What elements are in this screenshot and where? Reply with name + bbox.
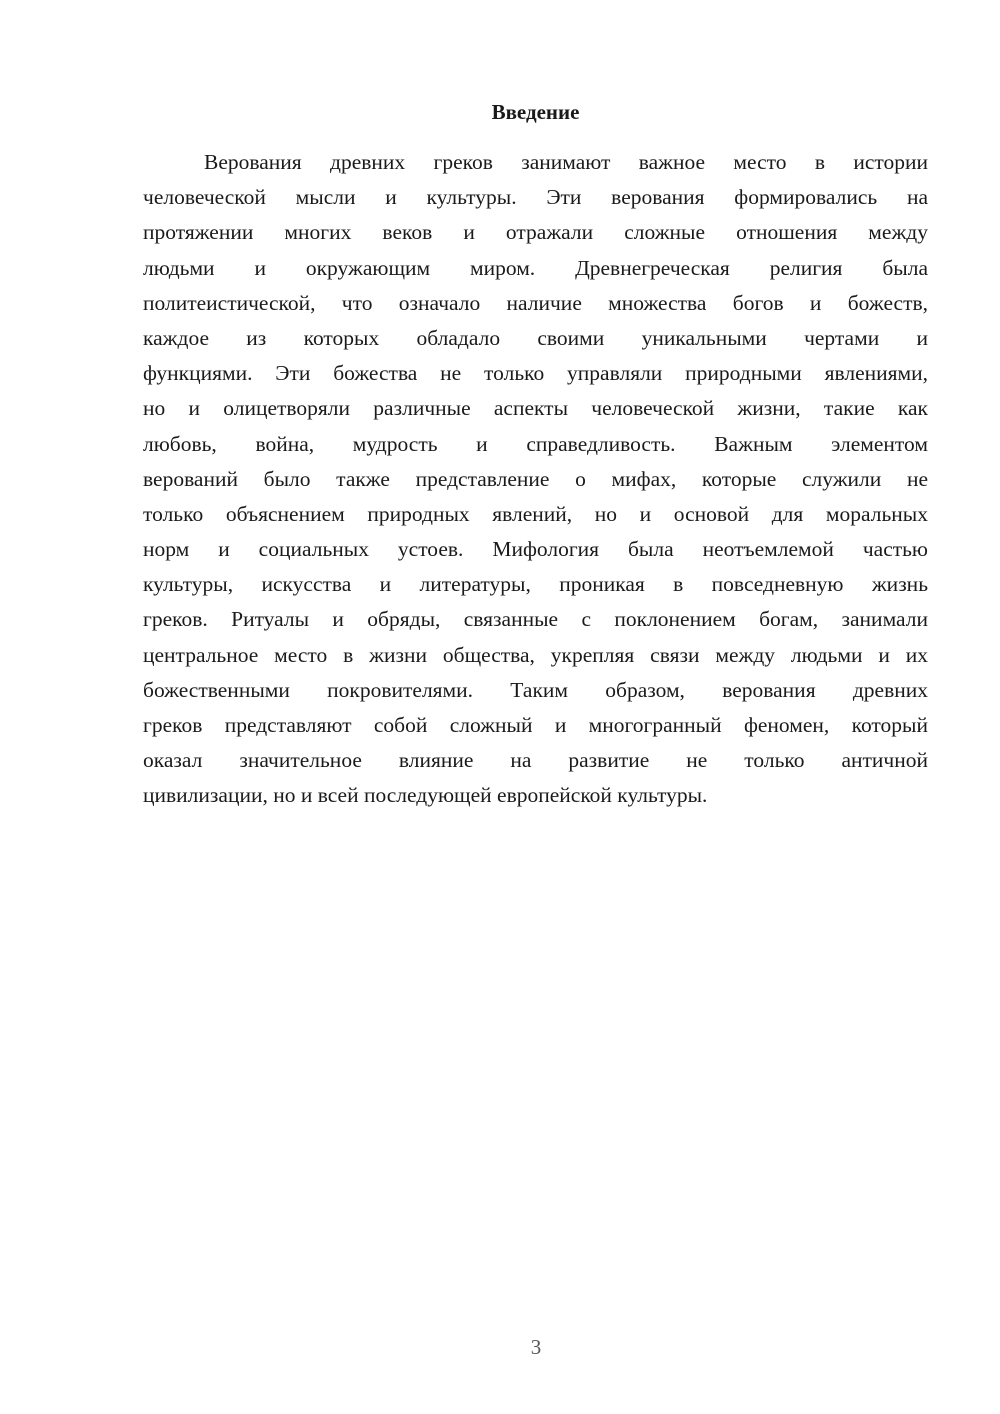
paragraph-line: протяжении многих веков и отражали сложные отношения между [143,220,928,245]
paragraph-line: норм и социальных устоев. Мифология была неотъемлемой частью [143,537,928,562]
section-heading: Введение [491,100,580,124]
paragraph-line: людьми и окружающим миром. Древнегреческая религия была [143,255,928,280]
paragraph-line: божественными покровителями. Таким образом, верования древних [143,677,928,702]
paragraph-line: культуры, искусства и литературы, проникая в повседневную жизнь [143,572,928,597]
paragraph-line: Верования древних греков занимают важное место в истории [204,150,928,174]
paragraph-line: центральное место в жизни общества, укрепляя связи между людьми и их [143,642,928,667]
page-number: 3 [530,1335,542,1359]
paragraph-line: любовь, война, мудрость и справедливость. Важным элементом [143,431,928,456]
paragraph-line: но и олицетворяли различные аспекты человеческой жизни, такие как [143,396,928,421]
paragraph-line: цивилизации, но и всей последующей европейской культуры. [143,783,708,808]
paragraph-line: верований было также представление о мифах, которые служили не [143,466,928,491]
paragraph-line: каждое из которых обладало своими уникальными чертами и [143,325,928,350]
paragraph-line: человеческой мысли и культуры. Эти верования формировались на [143,185,928,210]
paragraph-line: греков представляют собой сложный и многогранный феномен, который [143,713,928,737]
body-paragraph [143,145,928,814]
paragraph-line: оказал значительное влияние на развитие не только античной [143,748,928,773]
paragraph-line: только объяснением природных явлений, но и основой для моральных [143,501,928,526]
paragraph-line: греков. Ритуалы и обряды, связанные с поклонением богам, занимали [143,607,928,632]
paragraph-line: политеистической, что означало наличие множества богов и божеств, [143,290,928,315]
paragraph-line: функциями. Эти божества не только управляли природными явлениями, [143,361,928,386]
